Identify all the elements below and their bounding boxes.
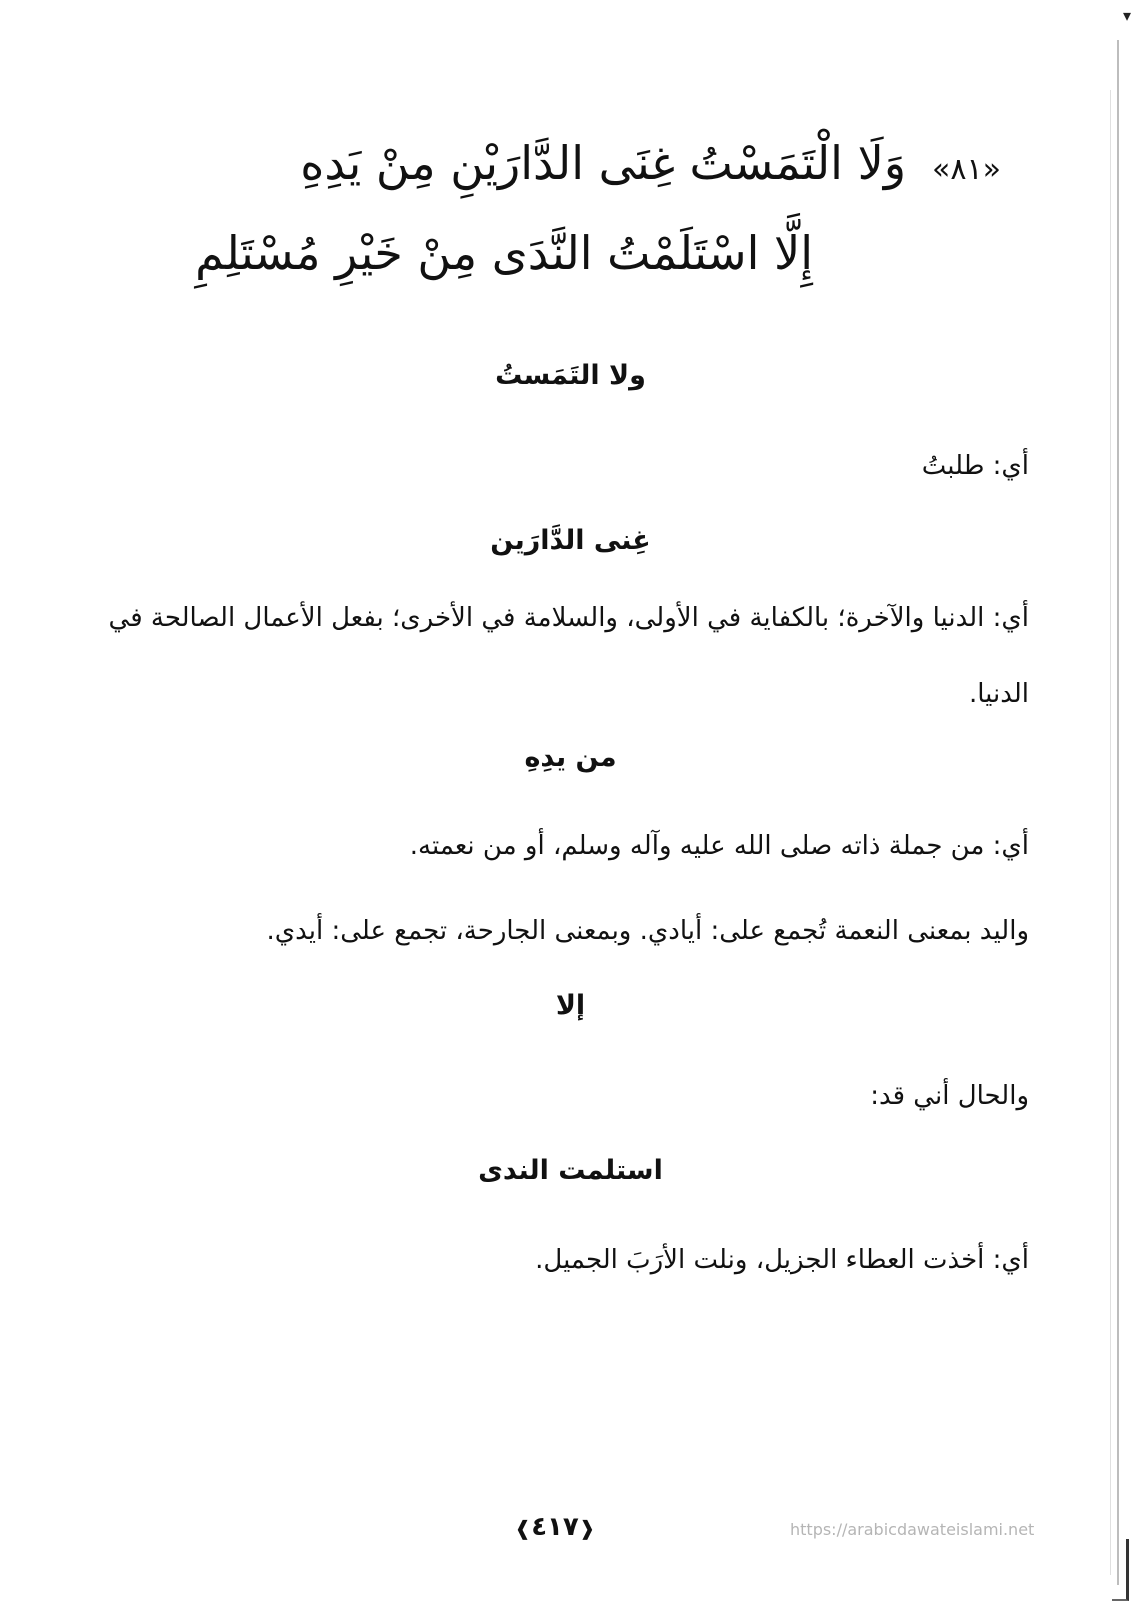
page-edge-corner [1112,1539,1129,1601]
explanation-paragraph: أي: الدنيا والآخرة؛ بالكفاية في الأولى، والسلامة في الأخرى؛ بفعل الأعمال الصالحة في الدنيا. [108,603,1029,709]
explanation-paragraph: أي: أخذت العطاء الجزيل، ونلت الأرَبَ الجميل. [535,1245,1029,1275]
headword: ولا التَمَستُ [495,360,646,391]
explanation-paragraph: أي: من جملة ذاته صلى الله عليه وآله وسلم، أو من نعمته. [409,831,1029,861]
explanation-paragraph: واليد بمعنى النعمة تُجمع على: أيادي. وبمعنى الجارحة، تجمع على: أيدي. [266,916,1029,946]
page-edge-shadow [1110,90,1111,1575]
headword: من يدِهِ [524,742,617,773]
verse-text-1: وَلَا الْتَمَسْتُ غِنَى الدَّارَيْنِ مِنْ يَدِهِ [300,136,907,190]
watermark-url: https://arabicdawateislami.net [790,1520,1035,1539]
page-number [500,1512,610,1542]
explanation-paragraph: أي: طلبتُ [921,451,1029,481]
ornament-right-icon: ❱ [578,1516,596,1540]
verse-line-1 [300,136,1001,190]
ornament-left-icon: ❰ [514,1516,532,1540]
page-edge-line [1117,40,1119,1585]
verse-line-2: إِلَّا اسْتَلَمْتُ النَّدَى مِنْ خَيْرِ مُسْتَلِمِ [195,226,813,280]
page-number-text: ٤١٧ [531,1512,579,1542]
headword: استلمت الندى [478,1155,663,1186]
explanation-paragraph: والحال أني قد: [870,1081,1029,1111]
headword: إلا [555,990,586,1021]
corner-mark-icon: ▾ [1122,6,1131,25]
verse-number: «٨١» [932,152,1001,187]
headword: غِنى الدَّارَين [490,525,651,556]
